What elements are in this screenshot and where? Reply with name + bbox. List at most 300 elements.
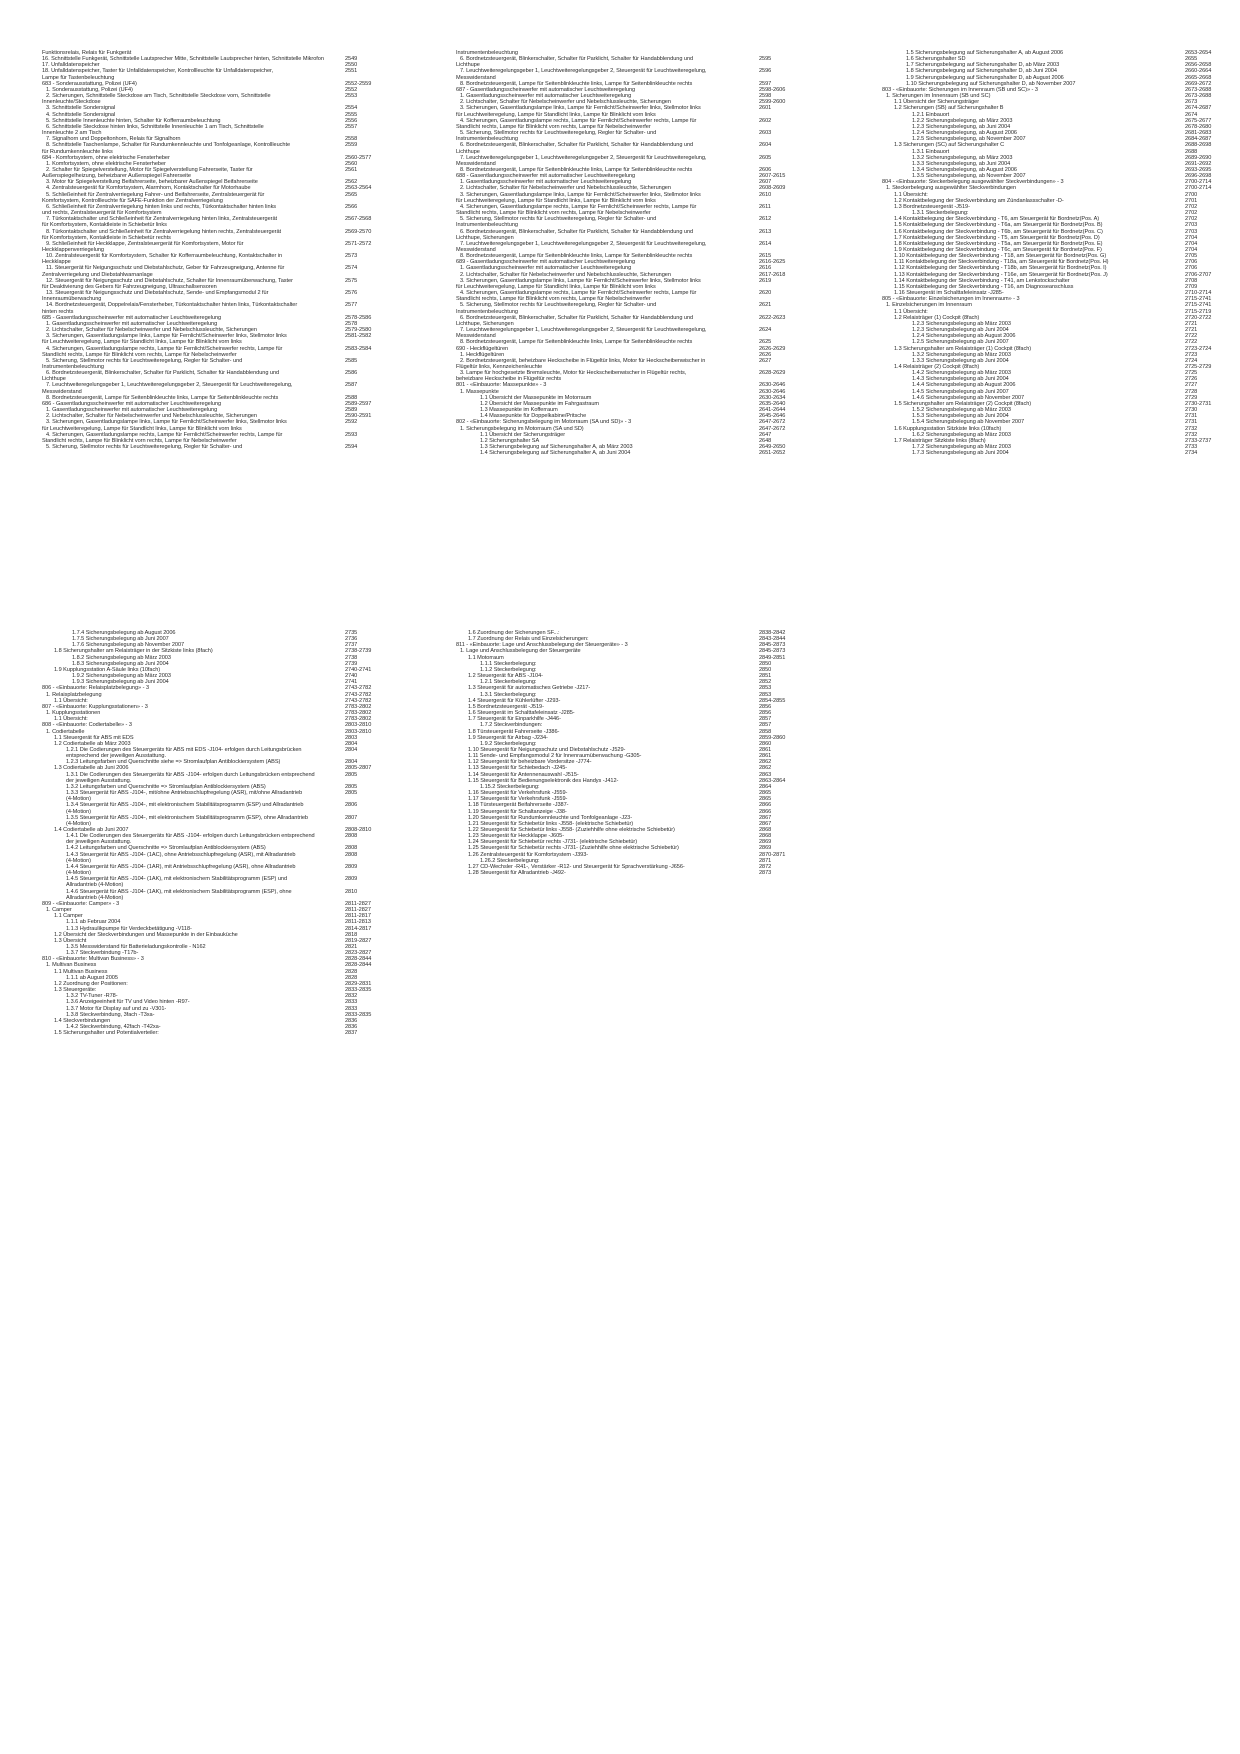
toc-entry-page: 2845-2873 xyxy=(759,648,786,655)
toc-entry-title: 1. Sicherungsbelegung im Motorraum (SA und SD) xyxy=(460,425,584,432)
toc-entry-title: 1.10 Kontaktbelegung der Steckverbindung - T18, am Steuergerät für Bordnetz(Pos. G) xyxy=(894,253,1107,260)
toc-entry-page: 2673 xyxy=(1185,99,1198,106)
toc-entry-page: 2734 xyxy=(1185,450,1198,457)
toc-entry-page: 2808-2810 xyxy=(345,827,372,833)
toc-entry-page: 2731 xyxy=(1185,419,1198,426)
toc-entry-page: 2599-2600 xyxy=(759,99,786,106)
toc-entry-title: Lichthupe, Sicherungen xyxy=(456,234,514,241)
toc-entry-title: 1.6 Sicherungshalter SD xyxy=(906,56,966,63)
toc-entry-title: 6. Schließeinheit für Zentralverriegelung hinten links und rechts, Türkontaktschalter hinten links xyxy=(46,203,277,210)
toc-entry-title: 1. Massepunkte xyxy=(460,388,499,395)
toc-entry-title: 687 - Gasentladungsscheinwerfer mit automatischer Leuchtweiteregelung xyxy=(456,86,636,93)
toc-entry-title: 1.1 Steuergerät für ABS mit EDS xyxy=(54,734,134,741)
toc-entry-page: 2865 xyxy=(759,790,772,797)
toc-entry-title: 1.2 Codiertabelle ab März 2003 xyxy=(54,740,131,747)
toc-entry-page: 2861 xyxy=(759,753,772,760)
toc-entry-title: 1.3 Übersicht xyxy=(54,937,87,944)
toc-entry-title: 1.6 Zuordnung der Sicherungen SF...: xyxy=(468,630,560,636)
toc-entry-page: 2669-2672 xyxy=(1185,80,1212,87)
toc-entry-page: 2866 xyxy=(759,802,772,809)
toc-entry-title: 1.4 Sicherungsbelegung auf Sicherungshalter A, ab Juni 2004 xyxy=(480,450,631,457)
toc-entry-title: 8. Bordnetzsteuergerät, Lampe für Seitenblinkleuchte links, Lampe für Seitenblinkleuchte rechts xyxy=(46,394,279,401)
toc-entry-title: 1.1 Übersicht: xyxy=(54,697,88,704)
toc-entry-title: 1.15.2 Steckerbelegung: xyxy=(480,783,540,790)
toc-entry-page: 2804 xyxy=(345,759,358,766)
toc-entry-page: 2811-2827 xyxy=(345,907,371,914)
toc-entry-title: (4-Motion) xyxy=(66,870,91,877)
toc-entry-title: Innenleuchte/Steckdose xyxy=(42,99,101,106)
toc-entry-title: 805 - «Einbauorte: Einzelsicherungen im Innenraum» - 3 xyxy=(882,296,1020,303)
toc-entry-title: 1.9 Sicherungsbelegung auf Sicherungshalter D, ab August 2006 xyxy=(906,74,1064,81)
toc-entry-page: 2730 xyxy=(1185,407,1198,414)
toc-entry-title: Heckklappenverriegelung xyxy=(42,247,104,253)
toc-entry-title: Messwiderstand xyxy=(456,333,496,340)
toc-entry-title: entsprechend der jeweiligen Ausstattung. xyxy=(66,753,166,760)
toc-entry-title: 1.4.5 Steuergerät für ABS -J104- (1AK), mit elektronischem Stabilitätsprogramm (ESP) und xyxy=(66,876,288,883)
toc-entry-title: 1. Einzelsicherungen im Innenraum xyxy=(886,302,973,309)
toc-entry-title: 1.3.6 Anzeigeeinheit für TV und Video hinten -R97- xyxy=(66,999,190,1006)
toc-entry-title: 1.24 Steuergerät für Schiebetür rechts -J731- (elektrische Schiebetür) xyxy=(468,839,638,846)
toc-entry-title: Allradantrieb (4-Motion) xyxy=(66,882,124,889)
toc-entry[interactable] xyxy=(882,450,1200,456)
toc-entry-title: 1.2.5 Sicherungsbelegung ab Juni 2007 xyxy=(912,339,1009,346)
toc-entry-title: 5. Schnittstelle Innenleuchte hinten, Schalter für Kofferraumbeleuchtung xyxy=(46,117,221,124)
toc-entry-page: 2805 xyxy=(345,783,358,790)
toc-entry-page: 2728 xyxy=(1185,388,1198,395)
toc-entry-title: 9. Schließeinheit für Heckklappe, Zentralsteuergerät für Komfortsystem, Motor für xyxy=(46,240,244,247)
toc-entry-page: 2737 xyxy=(345,642,358,649)
toc-entry-title: 1.2.3 Sicherungsbelegung ab Juni 2004 xyxy=(912,327,1009,334)
toc-entry-title: 3. Sicherungen, Gasentladungslampe links, Lampe für Fernlicht/Scheinwerfer links, Stellmotor links xyxy=(460,191,701,198)
toc-entry-title: 5. Sicherung, Stellmotor rechts für Leuchtweiteregelung, Regler für Schalter- und xyxy=(460,302,657,309)
toc-entry-title: 1.8 Sicherungsbelegung auf Sicherungshalter D, ab Juni 2004 xyxy=(906,68,1057,75)
toc-entry-title: 2. Lichtschalter, Schalter für Nebelscheinwerfer und Nebelschlussleuchte, Sicherungen xyxy=(460,271,671,278)
toc-entry-page: 2721 xyxy=(1185,320,1198,327)
toc-entry-page: 2583-2584 xyxy=(345,345,372,352)
toc-entry-page: 2845-2873 xyxy=(759,642,786,649)
toc-entry-title: 1.3 Steuergeräte: xyxy=(54,987,97,994)
toc-entry-title: 1.9 Kupplungsstation A-Säule links (10fach) xyxy=(54,666,161,673)
toc-entry-page: 2630-2646 xyxy=(759,382,786,389)
toc-entry-page: 2565 xyxy=(345,191,358,198)
toc-entry-title: 6. Bordnetzsteuergerät, Blinkerschalter, Schalter für Parklicht, Schalter für Handabblendung und xyxy=(460,314,694,321)
toc-entry-page: 2722 xyxy=(1185,333,1198,340)
toc-entry[interactable] xyxy=(456,450,786,457)
toc-entry-title: 1.1 Übersicht der Sicherungsträger xyxy=(894,99,980,106)
toc-entry-page: 2805 xyxy=(345,790,358,797)
toc-entry-page: 2603 xyxy=(759,130,772,137)
toc-entry-title: 811 - «Einbauorte: Lage und Anschlussbelegung der Steuergeräte» - 3 xyxy=(456,642,628,649)
toc-entry-title: 7. Leuchtweiteregelungsgeber 1, Leuchtweiteregelungsgeber 2, Steuergerät für Leuchtweiteregelung, xyxy=(460,327,707,334)
toc-entry-page: 2673-2688 xyxy=(1185,93,1212,100)
toc-entry-page: 2838-2842 xyxy=(759,630,786,636)
toc-entry-page: 2607-2615 xyxy=(759,173,786,180)
toc-entry-page: 2832 xyxy=(345,993,358,1000)
toc-entry-title: (4-Motion) xyxy=(66,796,91,803)
toc-entry-title: 2. Lichtschalter, Schalter für Nebelscheinwerfer und Nebelschlussleuchte, Sicherungen xyxy=(46,413,257,420)
toc-entry-title: 1.9 Steuergerät für Airbag -J234- xyxy=(468,734,548,741)
toc-entry-title: Standlicht rechts, Lampe für Blinklicht vorn rechts, Lampe für Nebelscheinwerfer xyxy=(456,296,651,303)
toc-entry-title: 1.4 Steckverbindungen xyxy=(54,1017,111,1024)
toc-entry-title: und rechts, Zentralsteuergerät für Komfortsystem xyxy=(42,210,162,217)
toc-entry-page: 2624 xyxy=(759,327,772,334)
toc-entry-title: 1.8.2 Sicherungsbelegung ab März 2003 xyxy=(72,654,171,661)
toc-entry-title: 2. Sicherungen, Schnittstelle Steckdose am Tisch, Schnittstelle Steckdose vorn, Schnittstelle xyxy=(46,93,271,100)
toc-entry-title: (4-Motion) xyxy=(66,820,91,827)
toc-entry-page: 2627 xyxy=(759,357,772,364)
toc-column-bottom-left xyxy=(42,630,372,1037)
toc-entry-title: 14. Bordnetzsteuergerät, Doppelrelais/Fensterheber, Türkontaktschalter hinten links, Türkontaktschalter xyxy=(46,302,298,309)
toc-entry-page: 2619 xyxy=(759,277,772,284)
toc-entry-page: 2613 xyxy=(759,228,772,235)
toc-entry-page: 2706-2707 xyxy=(1185,271,1212,278)
toc-entry-title: 1.2.3 Sicherungsbelegung ab März 2003 xyxy=(912,320,1011,327)
toc-entry-page: 2811-2813 xyxy=(345,919,371,926)
toc-entry-title: 1.2 Zuordnung der Positionen: xyxy=(54,980,128,987)
toc-entry-page: 2710-2714 xyxy=(1185,290,1212,297)
toc-entry-title: 1.23 Steuergerät für Heckklappe -J605- xyxy=(468,833,565,840)
toc-entry-title: 4. Sicherungen, Gasentladungslampe rechts, Lampe für Fernlicht/Scheinwerfer rechts, Lampe für xyxy=(46,431,283,438)
toc-entry-title: 5. Sicherung, Stellmotor rechts für Leuchtweiteregelung, Regler für Schalter- und xyxy=(46,444,243,450)
toc-entry-page: 2617-2618 xyxy=(759,271,786,278)
toc-entry-page: 2602 xyxy=(759,117,772,124)
toc-entry-title: 1. Relaisplatzbelegung xyxy=(46,691,102,698)
toc-entry-page: 2805-2807 xyxy=(345,765,372,772)
toc-entry-title: 1.6 Steuergerät im Schalttafeleinsatz -J285- xyxy=(468,710,575,717)
toc-entry-page: 2587 xyxy=(345,382,358,389)
toc-entry-title: 2. Lichtschalter, Schalter für Nebelscheinwerfer und Nebelschlussleuchte, Sicherungen xyxy=(460,99,671,106)
toc-entry-title: 1.4.4 Sicherungsbelegung ab August 2006 xyxy=(912,382,1016,389)
toc-entry-page: 2630-2646 xyxy=(759,388,786,395)
toc-entry-page: 2701 xyxy=(1185,197,1198,204)
toc-entry-title: Komfortsystem, Kontrollleuchte für SAFE-Funktion der Zentralverriegelung xyxy=(42,197,223,204)
toc-entry-page: 2811-2827 xyxy=(345,900,371,907)
toc-entry-page: 2674 xyxy=(1185,111,1198,118)
toc-entry-title: 1. Gasentladungsscheinwerfer mit automatischer Leuchtweiteregelung xyxy=(460,179,632,186)
toc-entry-page: 2861 xyxy=(759,746,772,753)
toc-entry-title: 1.8 Kontaktbelegung der Steckverbindung - T5a, am Steuergerät für Bordnetz(Pos. E) xyxy=(894,240,1103,247)
toc-entry[interactable] xyxy=(42,444,360,450)
toc-entry-title: 1.2.3 Sicherungsbelegung, ab Juni 2004 xyxy=(912,123,1011,130)
toc-entry-page: 2725-2729 xyxy=(1185,363,1212,370)
toc-entry-page: 2721 xyxy=(1185,327,1198,334)
toc-entry-title: 802 - «Einbauorte: Sicherungsbelegung im Motorraum (SA und SD)» - 3 xyxy=(456,419,632,426)
toc-entry-title: 1.7.6 Sicherungsbelegung ab November 2007 xyxy=(72,642,185,649)
toc-entry-title: Lichthupe xyxy=(456,62,480,69)
toc-entry-page: 2649-2650 xyxy=(759,444,786,450)
toc-entry-page: 2738-2739 xyxy=(345,648,372,655)
toc-entry-page: 2715-2741 xyxy=(1185,302,1212,309)
toc-entry-page: 2807 xyxy=(345,814,358,821)
toc-entry-page: 2656-2658 xyxy=(1185,62,1212,69)
toc-entry-title: 1.3.3 Sicherungsbelegung, ab Juni 2004 xyxy=(912,160,1011,167)
toc-entry-title: 1.3.1 Steckerbelegung: xyxy=(480,691,537,698)
toc-entry-title: 683 - Sonderausstattung, Polizei (UF4) xyxy=(42,80,137,87)
toc-entry-title: 1.13 Kontaktbelegung der Steckverbindung - T16e, am Steuergerät für Bordnetz(Pos. J) xyxy=(894,271,1108,278)
toc-entry-title: 3. Schnittstelle Sondersignal xyxy=(46,105,116,112)
toc-entry-page: 2836 xyxy=(345,1024,358,1030)
toc-entry-title: 16. Schnittstelle Funkgerät, Schnittstelle Lautsprecher Mitte, Schnittstelle Lautsprecher hinten, Schnittstelle Mikrofon xyxy=(42,56,324,63)
toc-entry-title: für Komfortsystem, Kontaktleiste in Schiebetür links xyxy=(42,222,167,229)
toc-entry[interactable] xyxy=(42,1030,360,1036)
toc-entry-page: 2700 xyxy=(1185,191,1198,198)
toc-entry-page: 2645-2646 xyxy=(759,413,786,420)
toc-entry-title: 1.3.3 Sicherungsbelegung ab Juni 2004 xyxy=(912,357,1009,364)
toc-entry-page: 2723-2724 xyxy=(1185,345,1212,352)
toc-entry-page: 2743-2782 xyxy=(345,685,372,692)
toc-entry-page: 2673-2688 xyxy=(1185,86,1212,93)
toc-entry-page: 2805 xyxy=(345,771,358,778)
toc-entry-page: 2740-2741 xyxy=(345,666,372,673)
toc-entry-title: 5. Sicherung, Stellmotor rechts für Leuchtweiteregelung, Regler für Schalter- und xyxy=(46,357,243,364)
toc-entry-title: 1.3 Bordnetzsteuergerät -J519- xyxy=(894,203,970,210)
toc-entry-page: 2606 xyxy=(759,166,772,173)
toc-entry-page: 2578-2586 xyxy=(345,314,372,321)
toc-entry-title: 1.11 Sende- und Empfangsmodul 2 für Innenraumüberwachung -G305- xyxy=(468,753,642,760)
toc-entry-title: 1.5 Bordnetzsteuergerät -J519- xyxy=(468,703,544,710)
toc-entry-title: 7. Leuchtweiteregelungsgeber 1, Leuchtweiteregelungsgeber 2, Steuergerät für Leuchtweiteregelung, xyxy=(460,154,707,161)
toc-entry-page: 2729 xyxy=(1185,394,1198,401)
toc-entry-page: 2872 xyxy=(759,863,772,870)
toc-entry-page: 2592 xyxy=(345,419,358,426)
toc-entry-title: 1.7.2 Steckverbindungen: xyxy=(480,722,543,729)
toc-entry-title: 1.14 Steuergerät für Antennenauswahl -J515- xyxy=(468,771,579,778)
toc-entry-title: 1. Gasentladungsscheinwerfer mit automatischer Leuchtweiteregelung xyxy=(46,320,218,327)
toc-entry-title: 1.1 Motorraum xyxy=(468,654,504,661)
toc-entry-page: 2579-2580 xyxy=(345,327,372,334)
toc-entry-title: 690 - Heckflügeltüren xyxy=(456,345,509,352)
toc-entry-page: 2595 xyxy=(759,56,772,63)
toc-entry-page: 2783-2802 xyxy=(345,710,372,717)
toc-entry-title: 1.6 Kontaktbelegung der Steckverbindung - T6b, am Steuergerät für Bordnetz(Pos. C) xyxy=(894,228,1103,235)
toc-entry-page: 2594 xyxy=(345,444,358,450)
toc-entry-page: 2589-2597 xyxy=(345,400,372,407)
toc-entry-title: 1.3.5 Messwiderstand für Batterieladungskontrolle - N162 xyxy=(66,943,206,950)
toc-entry-page: 2681-2683 xyxy=(1185,130,1212,137)
toc-entry-page: 2567-2568 xyxy=(345,216,372,223)
toc-entry-page: 2596 xyxy=(759,68,772,75)
toc-entry-page: 2814-2817 xyxy=(345,925,372,932)
toc-entry-title: Außenspiegelheizung, beheizbarer Außenspiegel Fahrerseite xyxy=(42,173,191,180)
toc-entry-title: 1.3.1 Einbauort xyxy=(912,148,950,155)
toc-entry-page: 2706 xyxy=(1185,259,1198,266)
toc-entry-title: 1.1.1 ab August 2005 xyxy=(66,974,118,981)
toc-entry-page: 2674-2687 xyxy=(1185,105,1212,112)
toc-entry-title: hinten rechts xyxy=(42,308,74,315)
toc-entry-page: 2868 xyxy=(759,827,772,833)
toc-entry-page: 2821 xyxy=(345,943,358,950)
toc-entry-title: 1.7 Steuergerät für Einparkhilfe -J446- xyxy=(468,716,561,723)
toc-entry-title: 1.4 Kontaktbelegung der Steckverbindung - T6, am Steuergerät für Bordnetz(Pos. A) xyxy=(894,216,1100,223)
toc-entry-title: 1.28 Steuergerät für Allradantrieb -J492- xyxy=(468,870,566,877)
toc-entry-title: 1.15 Steuergerät für Bedienungselektronik des Handys -J412- xyxy=(468,777,619,784)
toc-entry-title: für Leuchtweiteregelung, Lampe für Standlicht links, Lampe für Blinklicht vorn links xyxy=(456,111,656,118)
toc-entry-page: 2864 xyxy=(759,783,772,790)
toc-entry-page: 2783-2802 xyxy=(345,716,372,723)
toc-entry-title: 7. Leuchtweiteregelungsgeber 1, Leuchtweiteregelungsgeber 2, Steuergerät für Leuchtweiteregelung, xyxy=(460,240,707,247)
toc-entry-title: Lichthupe, Sicherungen xyxy=(456,320,514,327)
toc-entry-title: 10. Zentralsteuergerät für Komfortsystem, Schalter für Kofferraumbeleuchtung, Kontaktschalter in xyxy=(46,253,283,260)
toc-entry-title: 1.1 Übersicht: xyxy=(54,716,88,723)
toc-entry-page: 2723 xyxy=(1185,351,1198,358)
toc-entry-title: 2. Bordnetzsteuergerät, beheizbare Heckscheibe in Flügeltür links, Motor für Heckscheibenwischer in xyxy=(460,357,706,364)
toc-entry-page: 2843-2844 xyxy=(759,636,786,643)
toc-entry-title: 1.6.2 Sicherungsbelegung ab März 2003 xyxy=(912,431,1011,438)
toc-entry-page: 2869 xyxy=(759,845,772,852)
toc-entry-page: 2866 xyxy=(759,808,772,815)
toc-entry-title: 2. Lichtschalter, Schalter für Nebelscheinwerfer und Nebelschlussleuchte, Sicherungen xyxy=(460,185,671,192)
toc-entry-page: 2700-2714 xyxy=(1185,179,1212,186)
toc-entry-page: 2608-2609 xyxy=(759,185,786,192)
toc-entry-page: 2730-2731 xyxy=(1185,400,1212,407)
toc-column-top-left xyxy=(42,50,372,450)
toc-entry-page: 2641-2644 xyxy=(759,407,786,414)
toc-entry-page: 2808 xyxy=(345,845,358,852)
toc-entry-page: 2612 xyxy=(759,216,772,223)
toc-entry-title: 1.2 Steuergerät für ABS -J104- xyxy=(468,673,543,680)
toc-entry-title: 810 - «Einbauorte: Multivan Business» - 3 xyxy=(42,956,144,963)
toc-entry-title: 1.2 Übersicht der Massepunkte im Fahrgastraum xyxy=(480,400,599,407)
toc-entry-page: 2818 xyxy=(345,931,358,938)
toc-entry-title: 7. Leuchtweiteregelungsgeber 1, Leuchtweiteregelungsgeber 2, Steuergerät für Leuchtweiteregelung, xyxy=(460,68,707,75)
toc-entry-page: 2577 xyxy=(345,302,358,309)
toc-entry-page: 2810 xyxy=(345,888,358,895)
toc-entry-title: 1.1.2 Steckerbelegung: xyxy=(480,666,537,673)
toc-entry-page: 2569-2570 xyxy=(345,228,372,235)
toc-entry-title: 1.3.1 Steckerbelegung: xyxy=(912,210,969,217)
toc-entry-title: für Leuchtweiteregelung, Lampe für Standlicht links, Lampe für Blinklicht vorn links xyxy=(42,339,242,346)
toc-entry-title: 1.3 Sicherungsbelegung auf Sicherungshalter A, ab März 2003 xyxy=(480,444,633,450)
toc-entry-title: Standlicht rechts, Lampe für Blinklicht vorn rechts, Lampe für Nebelscheinwerfer xyxy=(42,351,237,358)
toc-entry-page: 2703 xyxy=(1185,222,1198,229)
toc-entry-page: 2871 xyxy=(759,857,772,864)
toc-entry-page: 2804 xyxy=(345,740,358,747)
toc-entry-title: für Komfortsystem, Kontaktleiste in Schiebetür rechts xyxy=(42,234,171,241)
toc-entry-page: 2616 xyxy=(759,265,772,272)
toc-entry-title: 1.4.5 Sicherungsbelegung ab Juni 2007 xyxy=(912,388,1009,395)
toc-entry-page: 2806 xyxy=(345,802,358,809)
toc-entry-page: 2803-2810 xyxy=(345,728,372,735)
toc-entry-title: 1.5 Sicherungsbelegung auf Sicherungshalter A, ab August 2006 xyxy=(906,50,1064,56)
toc-entry-title: 804 - «Einbauorte: Steckerbelegung ausgewählter Steckverbindungen» - 3 xyxy=(882,179,1064,186)
toc-entry-title: 4. Sicherungen, Gasentladungslampe rechts, Lampe für Fernlicht/Scheinwerfer rechts, Lampe für xyxy=(460,203,697,210)
toc-entry-title: 1.1.1 ab Februar 2004 xyxy=(66,919,121,926)
toc-entry-page: 2808 xyxy=(345,851,358,858)
toc-entry-title: 1.18 Türsteuergerät Beifahrerseite -J387- xyxy=(468,802,569,809)
toc-entry-title: 1.2 Sicherungshalter SA xyxy=(480,437,540,444)
toc-entry-page: 2563-2564 xyxy=(345,185,372,192)
toc-entry-title: 1.5.3 Sicherungsbelegung ab Juni 2004 xyxy=(912,413,1009,420)
toc-entry-title: 7. Leuchtweiteregelungsgeber 1, Leuchtweiteregelungsgeber 2, Steuergerät für Leuchtweiteregelung, xyxy=(46,382,293,389)
toc-entry-title: 1.26.2 Steckerbelegung: xyxy=(480,857,540,864)
toc-entry-page: 2739 xyxy=(345,660,358,667)
toc-entry-page: 2828-2844 xyxy=(345,956,372,963)
toc-entry-page: 2803-2810 xyxy=(345,722,372,729)
toc-entry-title: 3. Sicherungen, Gasentladungslampe links, Lampe für Fernlicht/Scheinwerfer links, Stellmotor links xyxy=(46,333,287,340)
toc-entry-title: 1.11 Kontaktbelegung der Steckverbindung - T18a, am Steuergerät für Bordnetz(Pos. H) xyxy=(894,259,1109,266)
toc-entry-title: 8. Bordnetzsteuergerät, Lampe für Seitenblinkleuchte links, Lampe für Seitenblinkleuchte rechts xyxy=(460,339,693,346)
toc-entry-title: 6. Bordnetzsteuergerät, Blinkerschalter, Schalter für Parklicht, Schalter für Handabblendung und xyxy=(46,370,280,377)
toc-entry-title: (4-Motion) xyxy=(66,808,91,815)
toc-entry-page: 2586 xyxy=(345,370,358,377)
toc-entry-page: 2732 xyxy=(1185,425,1198,432)
toc-entry-title: Instrumentenbeleuchtung xyxy=(456,136,518,143)
toc-entry-page: 2870-2871 xyxy=(759,851,786,858)
toc-entry-page: 2833-2835 xyxy=(345,1011,372,1018)
toc-entry-title: Innenleuchte 2 am Tisch xyxy=(42,130,102,137)
toc-entry[interactable] xyxy=(456,870,774,876)
toc-entry-title: Innenraumüberwachung xyxy=(42,296,102,303)
toc-entry-title: 1.1 Übersicht der Massepunkte im Motorraum xyxy=(480,394,592,401)
toc-entry-title: 1.1 Übersicht der Sicherungsträger xyxy=(480,431,566,438)
toc-entry-page: 2731 xyxy=(1185,413,1198,420)
toc-entry-page: 2859-2860 xyxy=(759,734,786,741)
toc-entry-title: 1.9.2 Steckerbelegung: xyxy=(480,740,537,747)
toc-entry-page: 2607 xyxy=(759,179,772,186)
toc-entry-title: 1.4 Relaisträger (2) Cockpit (8fach) xyxy=(894,363,980,370)
toc-entry-title: 1.1 Übersicht: xyxy=(894,191,928,198)
toc-entry-title: 11. Steuergerät für Neigungsschutz und Diebstahlschutz, Geber für Fahrzeugneigung, Antenne für xyxy=(46,265,285,272)
toc-entry-title: 1.2 Sicherungen (SB) auf Sicherungshalter B xyxy=(894,105,1004,112)
toc-entry-title: 1.25 Steuergerät für Schiebetür rechts -J731- (Zuziehhilfe ohne elektrische Schiebetür) xyxy=(468,845,679,852)
toc-entry-title: 1.3 Sicherungen (SC) auf Sicherungshalter C xyxy=(894,142,1005,149)
toc-entry-page: 2853 xyxy=(759,685,772,692)
toc-entry-title: 1. Lage und Anschlussbelegung der Steuergeräte xyxy=(460,648,581,655)
toc-entry-page: 2741 xyxy=(345,679,358,686)
toc-entry-title: 808 - «Einbauorte: Codiertabelle» - 3 xyxy=(42,722,132,729)
toc-entry-title: (4-Motion) xyxy=(66,857,91,864)
toc-entry-page: 2689-2690 xyxy=(1185,154,1212,161)
toc-entry-title: 1.2.3 Leitungsfarben und Querschnitte siehe => Stromlaufplan Antiblockiersystem (ABS) xyxy=(66,759,281,766)
toc-entry-page: 2625 xyxy=(759,339,772,346)
toc-entry-page: 2856 xyxy=(759,703,772,710)
toc-entry-title: 1.3 Sicherungshalter am Relaisträger (1) Cockpit (8fach) xyxy=(894,345,1032,352)
toc-entry-title: für Deaktivierung des Gebers für Fahrzeugneigung, Ultraschallsensoren xyxy=(42,283,217,290)
toc-entry-title: Instrumentenbeleuchtung xyxy=(456,222,518,229)
toc-entry-title: 4. Schnittstelle Sondersignal xyxy=(46,111,116,118)
toc-entry-page: 2722 xyxy=(1185,339,1198,346)
toc-entry-title: 1.2 Relaisträger (1) Cockpit (8fach) xyxy=(894,314,980,321)
toc-entry-title: 1.6 Kupplungsstation Sitzkiste links (10fach) xyxy=(894,425,1002,432)
toc-entry-title: 1.15 Kontaktbelegung der Steckverbindung - T16, am Diagnoseanschluss xyxy=(894,283,1074,290)
toc-entry-page: 2732 xyxy=(1185,431,1198,438)
toc-entry-title: 1.1 Übersicht: xyxy=(894,308,928,315)
toc-entry-title: 1.2.4 Sicherungsbelegung, ab August 2006 xyxy=(912,130,1017,137)
toc-entry-title: 1.13 Steuergerät für Schiebedach -J245- xyxy=(468,765,568,772)
toc-entry-page: 2590-2591 xyxy=(345,413,372,420)
toc-entry-title: 1. Sicherungen im Innenraum (SB und SC) xyxy=(886,93,991,100)
toc-entry-page: 2704 xyxy=(1185,247,1198,253)
toc-entry-title: 1.7.3 Sicherungsbelegung ab Juni 2004 xyxy=(912,450,1009,457)
toc-entry-title: 1.9.2 Sicherungsbelegung ab März 2003 xyxy=(72,673,171,680)
toc-entry-title: 7. Signalhorn und Doppeltonhorn, Relais für Signalhorn xyxy=(46,136,181,143)
toc-entry-page: 2597 xyxy=(759,80,772,87)
toc-entry-title: 1.3.7 Steckverbindung -T17b- xyxy=(66,950,139,957)
toc-entry-page: 2660-2664 xyxy=(1185,68,1212,75)
toc-entry-title: 7. Türkontaktschalter und Schließeinheit für Zentralverriegelung hinten links, Zentralsteuergerät xyxy=(46,216,278,223)
toc-entry-title: 1.1.3 Hydraulikpumpe für Verdeckbetätigung -V118- xyxy=(66,925,192,932)
toc-entry-title: 4. Sicherungen, Gasentladungslampe rechts, Lampe für Fernlicht/Scheinwerfer rechts, Lampe für xyxy=(460,290,697,297)
toc-entry-title: 1.4.1 Die Codierungen des Steuergeräts für ABS -J104- erfolgen durch Leitungsbrücken entsprechend xyxy=(66,833,315,840)
toc-entry-page: 2706 xyxy=(1185,265,1198,272)
toc-entry-page: 2702 xyxy=(1185,216,1198,223)
toc-entry-title: 1.3.4 Sicherungsbelegung, ab August 2006 xyxy=(912,166,1017,173)
toc-entry-page: 2735 xyxy=(345,630,358,636)
toc-entry-page: 2833-2835 xyxy=(345,987,372,994)
toc-entry-page: 2598 xyxy=(759,93,772,100)
toc-entry-title: 809 - «Einbauorte: Camper» - 3 xyxy=(42,900,120,907)
toc-entry-title: 1.22 Steuergerät für Schiebetür links -J558- (Zuziehhilfe ohne elektrische Schiebetür) xyxy=(468,827,675,833)
